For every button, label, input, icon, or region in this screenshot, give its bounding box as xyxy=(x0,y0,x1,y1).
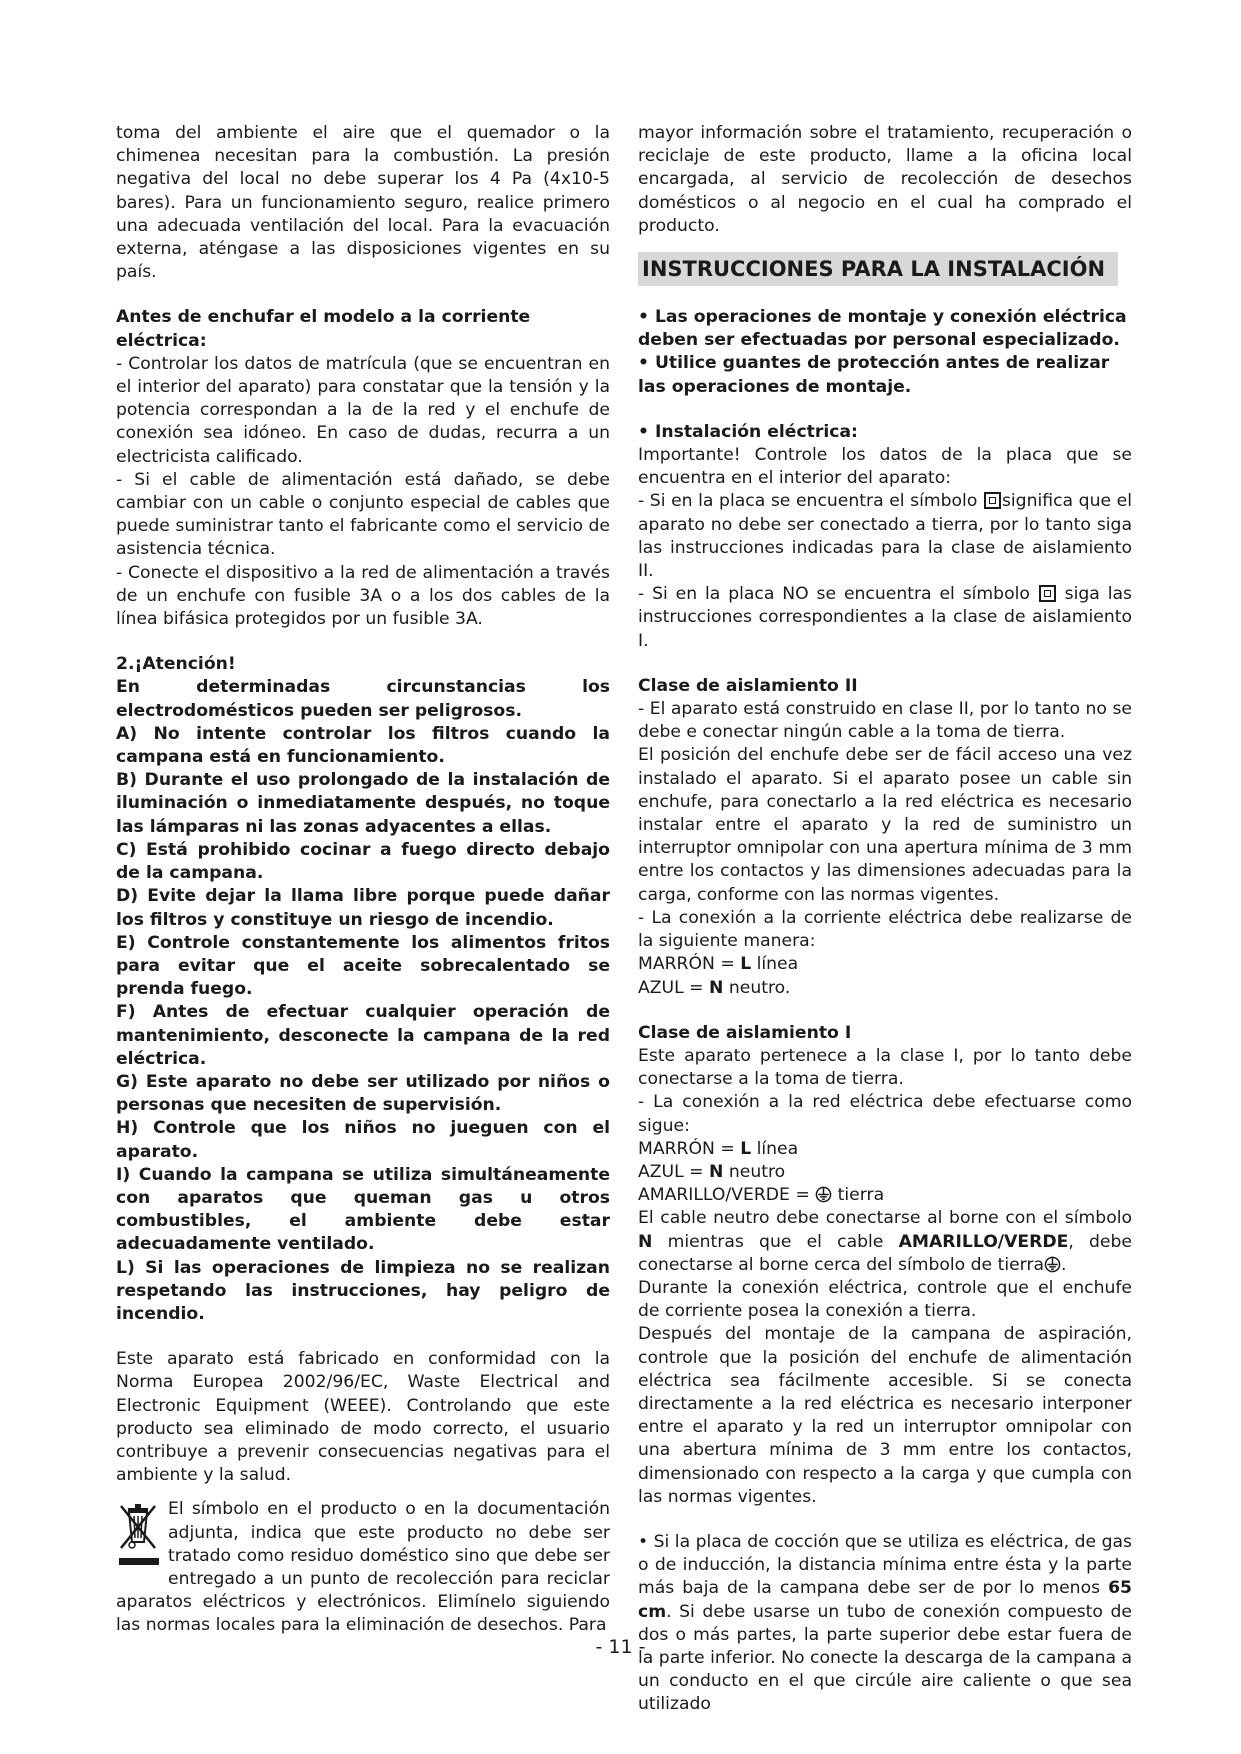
brown-wire-line: MARRÓN = L línea xyxy=(638,954,799,975)
attention-item: G) Este aparato no debe ser utilizado por niños o personas que necesiten de supervisión. xyxy=(116,1071,610,1116)
class1-paragraph: Durante la conexión eléctrica, controle que el enchufe de corriente posea la conexión a tierra. xyxy=(638,1277,1132,1322)
class1-paragraph: - La conexión a la red eléctrica debe efectuarse como sigue: xyxy=(638,1092,1132,1136)
left-column xyxy=(116,122,610,1638)
blue-wire-line: AZUL = N neutro xyxy=(638,1161,786,1182)
attention-item: F) Antes de efectuar cualquier operación de mantenimiento, desconecte la campana de la red eléctrica. xyxy=(116,1002,610,1069)
attention-item: I) Cuando la campana se utiliza simultáneamente con aparatos que queman gas u otros combustibles, el ambiente debe estar adecuadamente ventilado. xyxy=(116,1164,610,1255)
class2-heading: Clase de aislamiento II xyxy=(638,675,858,696)
class2-paragraph: El posición del enchufe debe ser de fácil acceso una vez instalado el aparato. Si el aparato posee un cable sin enchufe, para conectarlo a la red eléctrica es necesario instalar entre el aparato y la red de suministro un interruptor omnipolar con una apertura mínima de 3 mm entre los contactos y las dimensiones adecuadas para la carga, conforme con las normas vigentes. xyxy=(638,745,1132,905)
hob-distance-paragraph: • Si la placa de cocción que se utiliza es eléctrica, de gas o de inducción, la distancia mínima entre ésta y la parte más baja de la campana debe ser de por lo menos 65 cm. Si debe usarse un tubo de conexión compuesto de dos o más partes, la parte superior debe estar fuera de la parte inferior. No conecte la descarga de la campana a un conducto en el que circúle aire caliente o que sea utilizado xyxy=(638,1531,1132,1715)
attention-item: A) No intente controlar los filtros cuando la campana está en funcionamiento. xyxy=(116,723,610,768)
earth-ground-icon xyxy=(815,1186,832,1203)
section-title: INSTRUCCIONES PARA LA INSTALACIÓN xyxy=(638,252,1118,286)
attention-item: C) Está prohibido cocinar a fuego directo debajo de la campana. xyxy=(116,839,610,884)
attention-item: D) Evite dejar la llama libre porque puede dañar los filtros y constituye un riesgo de incendio. xyxy=(116,886,610,930)
page-number: - 11 - xyxy=(595,1636,646,1658)
class1-paragraph: Este aparato pertenece a la clase I, por lo tanto debe conectarse a la toma de tierra. xyxy=(638,1045,1132,1090)
double-insulation-icon xyxy=(1039,585,1056,602)
crossed-bin-icon xyxy=(116,1502,162,1570)
bullet-gloves: • Utilice guantes de protección antes de realizar las operaciones de montaje. xyxy=(638,353,1110,397)
class2-paragraph: - El aparato está construido en clase II, por lo tanto no se debe e conectar ningún cable a la toma de tierra. xyxy=(638,699,1132,743)
electrical-item-class1: - Si en la placa NO se encuentra el símbolo siga las instrucciones correspondientes a la clase de aislamiento I. xyxy=(638,584,1132,651)
yellow-green-wire-line: AMARILLO/VERDE = tierra xyxy=(638,1185,885,1206)
electrical-heading: • Instalación eléctrica: xyxy=(638,421,858,442)
attention-item: E) Controle constantemente los alimentos fritos para evitar que el aceite sobrecalentado se prenda fuego. xyxy=(116,932,610,1000)
neutral-wire-paragraph: El cable neutro debe conectarse al borne con el símbolo N mientras que el cable AMARILLO/VERDE, debe conectarse al borne cerca del símbolo de tierra . xyxy=(638,1208,1132,1275)
before-item: - Controlar los datos de matrícula (que se encuentran en el interior del aparato) para constatar que la tensión y la potencia correspondan a la de la red y el enchufe de conexión sea idóneo. En caso de dudas, recurra a un electricista calificado. xyxy=(116,353,610,467)
attention-item: L) Si las operaciones de limpieza no se realizan respetando las instrucciones, hay peligro de incendio. xyxy=(116,1257,610,1324)
continuation-paragraph: mayor información sobre el tratamiento, recuperación o reciclaje de este producto, llame a la oficina local encargada, al servicio de recolección de desechos domésticos o al negocio en el cual ha comprado el producto. xyxy=(638,123,1132,236)
bullet-specialized-personnel: • Las operaciones de montaje y conexión eléctrica deben ser efectuadas por personal especializado. xyxy=(638,307,1127,351)
before-heading: Antes de enchufar el modelo a la corriente eléctrica: xyxy=(116,307,531,351)
class1-heading: Clase de aislamiento I xyxy=(638,1022,852,1043)
before-item: - Conecte el dispositivo a la red de alimentación a través de un enchufe con fusible 3A o a los dos cables de la línea bifásica protegidos por un fusible 3A. xyxy=(116,562,610,630)
before-item: - Si el cable de alimentación está dañado, se debe cambiar con un cable o conjunto especial de cables que puede suministrar tanto el fabricante como el servicio de asistencia técnica. xyxy=(116,469,610,560)
class1-paragraph: Después del montaje de la campana de aspiración, controle que la posición del enchufe de alimentación eléctrica sea fácilmente accesible. Si se conecta directamente a la red eléctrica es necesario interponer entre el aparato y la red un interruptor omnipolar con una abertura mínima de 3 mm entre los contactos, dimensionado con respecto a la carga y que cumpla con las normas vigentes. xyxy=(638,1324,1132,1507)
weee-block xyxy=(116,1498,610,1637)
double-insulation-icon xyxy=(984,492,1001,509)
earth-ground-icon xyxy=(1044,1256,1061,1273)
attention-intro: En determinadas circunstancias los electrodomésticos pueden ser peligrosos. xyxy=(116,677,610,721)
weee-paragraph: Este aparato está fabricado en conformidad con la Norma Europea 2002/96/EC, Waste Electrical and Electronic Equipment (WEEE). Controlando que este producto sea eliminado de modo correcto, el usuario contribuye a prevenir consecuencias negativas para el ambiente y la salud. xyxy=(116,1349,610,1486)
attention-heading: 2.¡Atención! xyxy=(116,654,236,675)
electrical-item-class2: - Si en la placa se encuentra el símbolo significa que el aparato no debe ser conectado a tierra, por lo tanto siga las instrucciones indicadas para la clase de aislamiento II. xyxy=(638,491,1132,582)
electrical-text: Importante! Controle los datos de la placa que se encuentra en el interior del aparato: xyxy=(638,445,1132,489)
attention-item: H) Controle que los niños no jueguen con el aparato. xyxy=(116,1118,610,1162)
brown-wire-line: MARRÓN = L línea xyxy=(638,1138,799,1159)
right-column xyxy=(638,122,1132,1717)
class2-paragraph: - La conexión a la corriente eléctrica debe realizarse de la siguiente manera: xyxy=(638,907,1132,952)
symbol-paragraph: El símbolo en el producto o en la documentación adjunta, indica que este producto no debe ser tratado como residuo doméstico sino que debe ser entregado a un punto de recolección para reciclar aparatos eléctricos y electrónicos. Elimínelo siguiendo las normas locales para la eliminación de desechos. Para xyxy=(116,1499,610,1636)
intro-paragraph: toma del ambiente el aire que el quemador o la chimenea necesitan para la combustión. La presión negativa del local no debe superar los 4 Pa (4x10-5 bares). Para un funcionamiento seguro, realice primero una adecuada ventilación del local. Para la evacuación externa, aténgase a las disposiciones vigentes en su país. xyxy=(116,123,610,283)
attention-item: B) Durante el uso prolongado de la instalación de iluminación o inmediatamente después, no toque las lámparas ni las zonas adyacentes a ellas. xyxy=(116,770,610,837)
blue-wire-line: AZUL = N neutro. xyxy=(638,977,791,998)
